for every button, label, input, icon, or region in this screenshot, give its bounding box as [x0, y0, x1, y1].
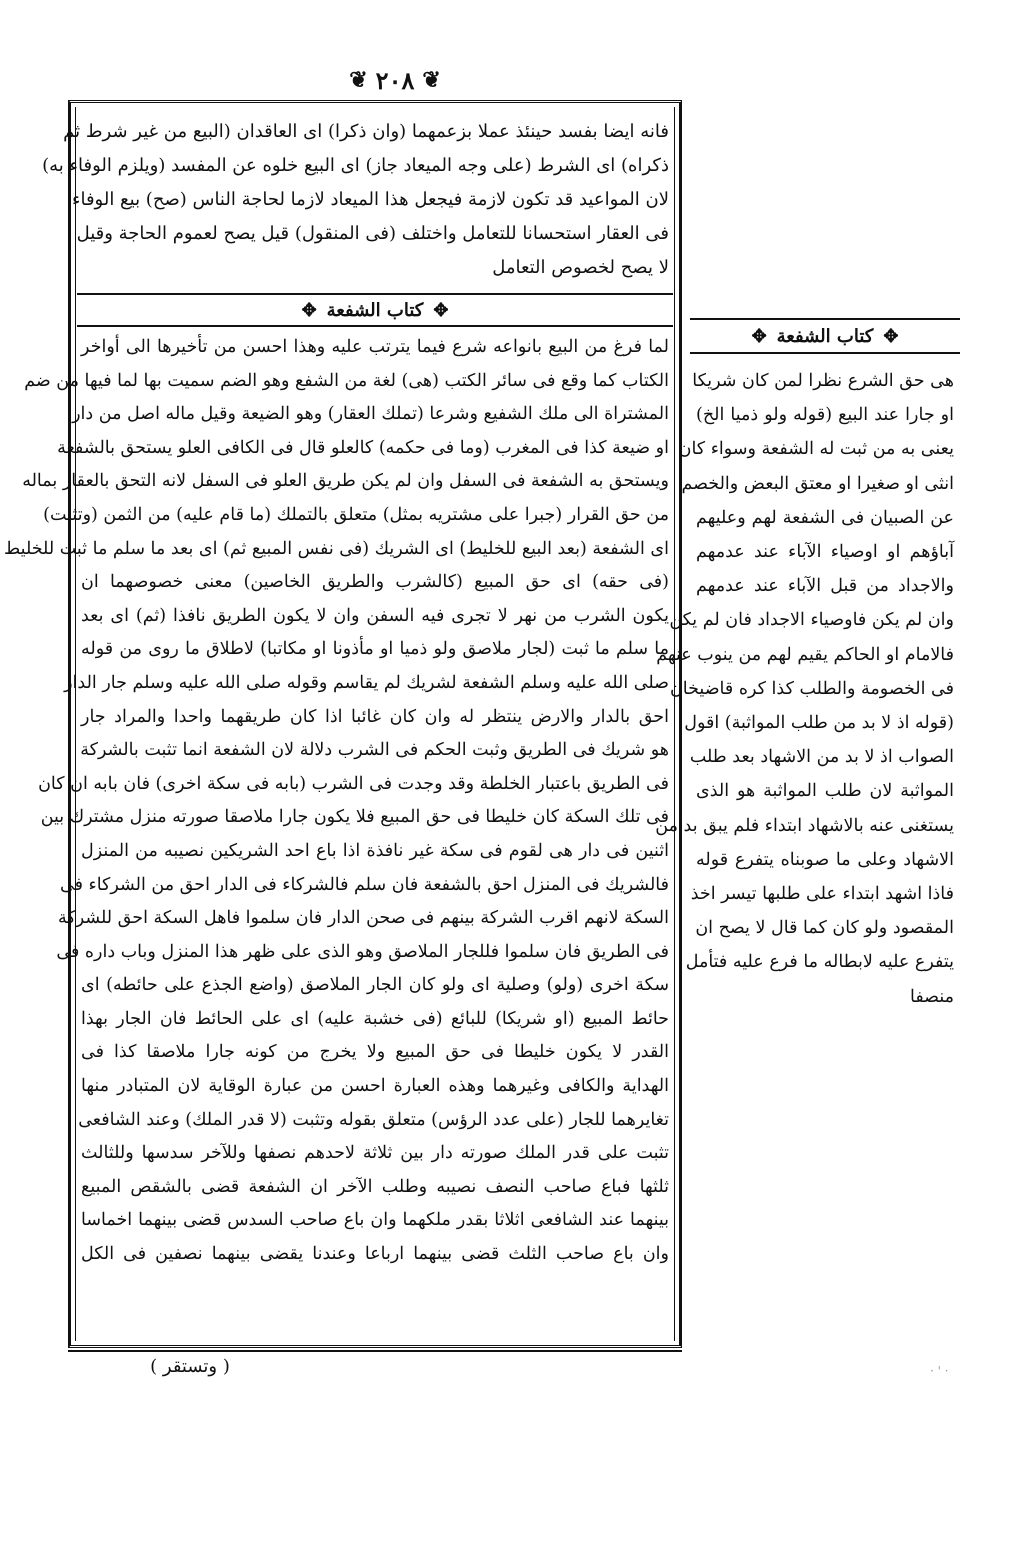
- text-line: الهداية والكافى وغيرهما وهذه العبارة احسن من عبارة الوقاية لان المتبادر منها: [81, 1076, 669, 1097]
- stray-mark: · ' ·: [930, 1364, 949, 1378]
- text-line: ما سلم ما ثبت (لجار ملاصق ولو ذميا او مأذونا او مكاتبا) لاطلاق ما روى من قوله: [81, 639, 669, 660]
- main-text-frame: [4, 100, 682, 1348]
- text-line: فى الطريق فان سلموا فللجار الملاصق وهو الذى على ظهر هذا المنزل وباب داره فى: [56, 941, 669, 962]
- text-line: ويستحق به الشفعة فى السفل وان لم يكن طريق العلو فى السفل لانه التحق بالعقار بماله: [22, 471, 669, 492]
- text-line: (فى حقه) اى حق المبيع (كالشرب والطريق الخاصين) معنى خصوصهما ان: [81, 572, 669, 593]
- chapter-title-bar: [77, 293, 673, 327]
- text-line: سكة اخرى (ولو) وصلية اى ولو كان الجار الملاصق (واضع الجذع على حائطه) اى: [81, 975, 669, 996]
- text-line: ثلثها فباع صاحب النصف نصيبه وطلب الآخر ان الشفعة قضى بالشقص المبيع: [81, 1176, 669, 1197]
- bottom-rule: [68, 1350, 682, 1352]
- text-line: فالشريك فى المنزل احق بالشفعة فان سلم فالشركاء فى الدار احق من الشركاء فى: [59, 874, 669, 895]
- text-line: فى العقار استحسانا للتعامل واختلف (فى المنقول) قيل يصح لعموم الحاجة وقيل: [76, 223, 669, 244]
- text-line: تغايرهما للجار (على عدد الرؤس) متعلق بقوله وتثبت (لا قدر الملك) وعند الشافعى: [78, 1109, 669, 1130]
- margin-commentary: [655, 318, 960, 1078]
- text-line: يكون الشرب من نهر لا تجرى فيه السفن وان لا يكون الطريق نافذا (ثم) اى بعد: [81, 605, 669, 626]
- text-line: المشتراة الى ملك الشفيع وشرعا (تملك العقار) وهو الضيعة وقيل ماله اصل من دار: [72, 404, 669, 425]
- margin-line: المواثبة لان طلب المواثبة هو الذى: [696, 781, 954, 802]
- text-line: احق بالدار والارض ينتظر له وان كان غائبا اذا كان طريقهما واحدا والمراد جار: [81, 706, 669, 727]
- margin-line: عن الصبيان فى الشفعة لهم وعليهم: [696, 507, 954, 528]
- margin-line: فى الخصومة والطلب كذا كره قاضيخان: [669, 678, 954, 699]
- margin-line: انثى او صغيرا او معتق البعض والخصم: [681, 473, 954, 494]
- text-line: لما فرغ من البيع بانواعه شرع فيما يترتب عليه وهذا احسن من تأخيرها الى أواخر: [81, 337, 669, 357]
- text-line: ذكراه) اى الشرط (على وجه الميعاد جاز) اى البيع خلوه عن المفسد (ويلزم الوفاء به): [42, 155, 669, 176]
- text-line: فى الطريق باعتبار الخلطة وقد وجدت فى الشرب (بابه فى سكة اخرى) فان بابه ان كان: [38, 773, 669, 794]
- ornament-icon: ✥: [433, 299, 449, 321]
- margin-line: (قوله اذ لا بد من طلب المواثبة) اقول: [684, 713, 954, 734]
- text-line: بينهما عند الشافعى اثلاثا بقدر ملكهما وان باع صاحب السدس قضى بينهما اخماسا: [81, 1210, 669, 1231]
- margin-line: يستغنى عنه بالاشهاد ابتداء فلم يبق بد من: [655, 815, 954, 836]
- text-line: صلى الله عليه وسلم الشفعة لشريك لم يقاسم وقوله صلى الله عليه وسلم جار الدار: [64, 672, 669, 693]
- page-number-text: ٢٠٨: [375, 65, 415, 95]
- text-line: السكة لانهم اقرب الشركة بينهم فى صحن الدار فان سلموا فاهل السكة احق للشركة: [58, 908, 669, 929]
- ornament-icon: ✥: [883, 325, 899, 347]
- text-line: اثنين فى دار هى لقوم فى سكة غير نافذة اذا باع احد الشريكين نصيبه من المنزل: [81, 840, 669, 861]
- ornament-icon: ✥: [751, 325, 767, 347]
- margin-line: فالامام او الحاكم يقيم لهم من ينوب عنهم: [656, 644, 954, 665]
- margin-line: يتفرع عليه لابطاله ما فرع عليه فتأمل: [685, 952, 954, 973]
- ornament-icon: ✥: [301, 299, 317, 321]
- margin-text-block: [655, 364, 960, 1014]
- text-line: وان باع صاحب الثلث قضى بينهما ارباعا وعندنا يقضى بينهما نصفين فى الكل: [81, 1244, 669, 1265]
- margin-line: المقصود ولو كان كما قال لا يصح ان: [695, 918, 954, 939]
- margin-title: كتاب الشفعة: [776, 325, 874, 347]
- text-line: لا يصح لخصوص التعامل: [492, 257, 669, 278]
- margin-line: فاذا اشهد ابتداء على طلبها تيسر اخذ: [690, 884, 954, 905]
- margin-line: والاجداد من قبل الآباء عند عدمهم: [696, 576, 954, 597]
- text-line: القدر لا يكون خليطا فى حق المبيع ولا يخرج من كونه جارا ملاصقا كذا فى: [81, 1042, 669, 1063]
- text-line: اى الشفعة (بعد البيع للخليط) اى الشريك (فى نفس المبيع ثم) اى بعد ما سلم ما ثبت للخليط: [4, 538, 669, 559]
- top-text-block: [42, 115, 669, 287]
- text-line: حائط المبيع (او شريكا) للبائع (فى خشبة عليه) اى على الحائط فان الجار بهذا: [81, 1008, 669, 1029]
- text-line: فى تلك السكة كان خليطا فى حق المبيع فلا يكون جارا ملاصقا صورته منزل مشترك بين: [40, 807, 669, 828]
- chapter-title: كتاب الشفعة: [326, 299, 424, 321]
- text-line: تثبت على قدر الملك صورته دار بين ثلاثة لاحدهم نصفها وللآخر سدسها وللثالث: [81, 1143, 669, 1164]
- margin-line: او جارا عند البيع (قوله ولو ذميا الخ): [696, 405, 954, 426]
- ornament-right-icon: ❦: [349, 67, 368, 93]
- margin-line: منصفا: [909, 986, 954, 1007]
- margin-line: وان لم يكن فاوصياء الاجداد فان لم يكن: [669, 610, 954, 631]
- text-line: هو شريك فى الطريق وثبت الحكم فى الشرب دلالة لان الشفعة انما تثبت بالشركة: [80, 740, 669, 761]
- text-line: فانه ايضا بفسد حينئذ عملا بزعمهما (وان ذكرا) اى العاقدان (البيع من غير شرط ثم: [63, 121, 669, 142]
- text-line: لان المواعيد قد تكون لازمة فيجعل هذا الميعاد لازما لحاجة الناس (صح) بيع الوفاء: [72, 189, 669, 210]
- text-line: الكتاب كما وقع فى سائر الكتب (هى) لغة من الشفع وهو الضم سميت بها لما فيها من ضم: [24, 370, 669, 391]
- page-number: [330, 62, 460, 98]
- margin-line: آباؤهم او اوصياء الآباء عند عدمهم: [696, 542, 954, 563]
- ornament-left-icon: ❦: [422, 67, 441, 93]
- margin-line: الصواب اذ لا بد من الاشهاد بعد طلب: [689, 747, 954, 768]
- catchword: ( وتستقر ): [150, 1356, 230, 1377]
- margin-line: الاشهاد وعلى ما صوبناه يتفرع قوله: [696, 849, 954, 870]
- margin-line: يعنى به من ثبت له الشفعة وسواء كان: [678, 439, 954, 460]
- text-line: من حق القرار (جبرا على مشتريه بمثل) متعلق بالتملك (ما قام عليه) من الثمن (وتثبت): [43, 504, 669, 525]
- margin-line: هى حق الشرع نظرا لمن كان شريكا: [692, 371, 954, 391]
- main-text-block: [4, 331, 669, 1341]
- margin-title-bar: [690, 318, 960, 354]
- text-line: او ضيعة كذا فى المغرب (وما فى حكمه) كالعلو قال فى الكافى العلو يستحق بالشفعة: [57, 437, 669, 458]
